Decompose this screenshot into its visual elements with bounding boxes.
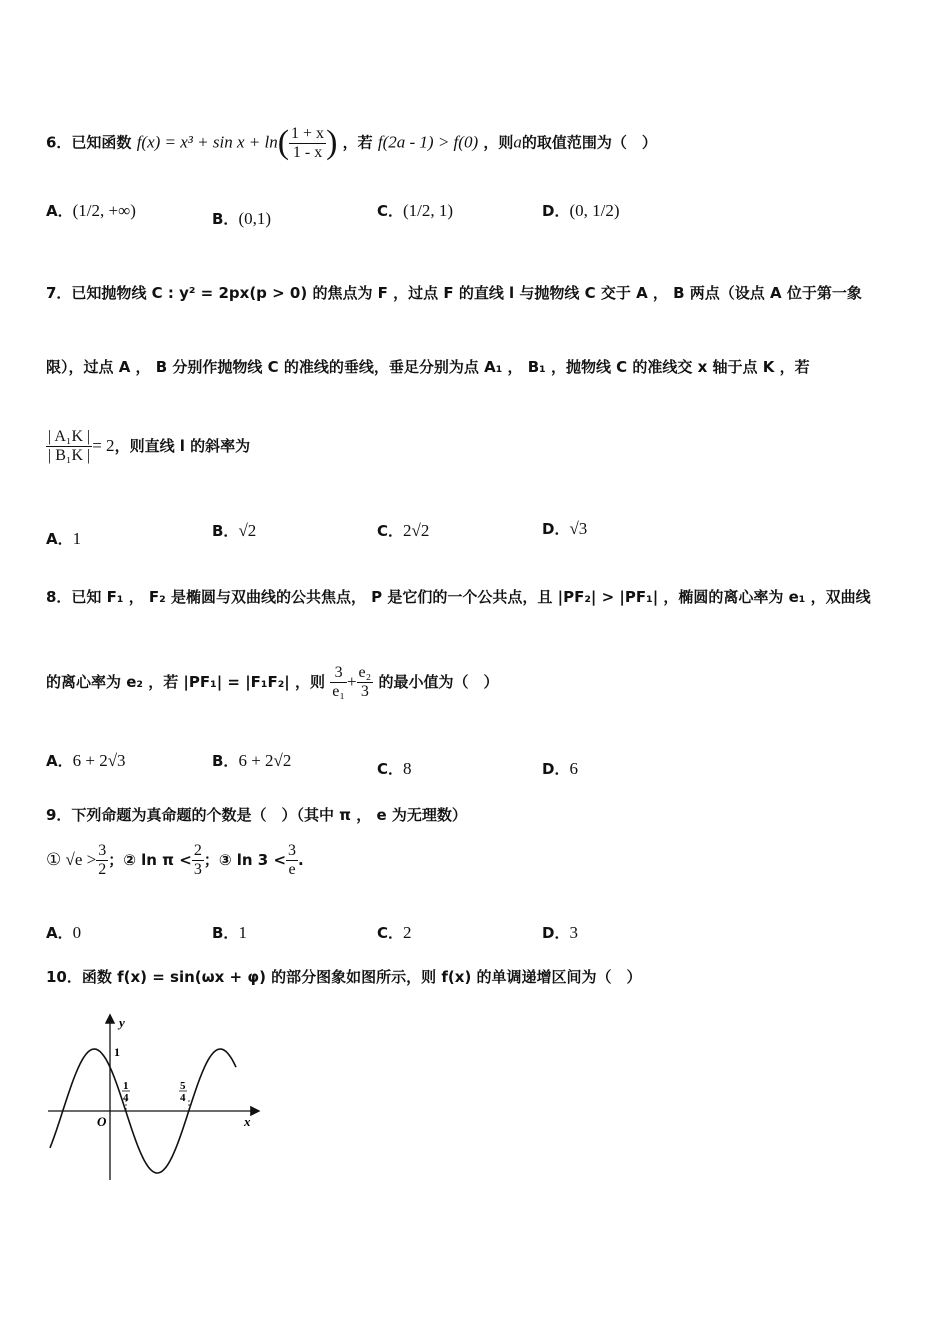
q7-option-b[interactable]: B．√2: [212, 521, 257, 540]
q8-option-d[interactable]: D．6: [542, 759, 578, 778]
svg-text:4: 4: [180, 1092, 186, 1104]
q9-option-a[interactable]: A．0: [46, 923, 82, 942]
svg-text:1: 1: [123, 1080, 129, 1092]
q7-ratio: $\frac{\text{| A₁K |}}{\text{| B₁K |}}$: [48, 428, 91, 464]
question-9-line-1: 9．下列命题为真命题的个数是（ ）（其中 π ， e 为无理数）: [46, 806, 467, 824]
q8-option-c[interactable]: C．8: [377, 759, 412, 778]
q6-number: 6．已知函数: [46, 133, 132, 152]
question-7-line-3: $\frac{\text{| A₁K |}}{\text{| B₁K |}}$ = 2，则直线 l 的斜率为: [48, 428, 251, 464]
question-8-line-1: 8．已知 F₁ ， F₂ 是椭圆与双曲线的公共焦点， P 是它们的一个公共点，且 |PF₂| > |PF₁| ，椭圆的离心率为 e₁ ，双曲线: [46, 588, 871, 606]
y-one-label: 1: [114, 1045, 120, 1059]
question-8-line-2: 的离心率为 e₂ ，若 |PF₁| = |F₁F₂| ，则 $\frac{3}{\text{e₁}}$ + $\frac{\text{e₂}}{3}$ 的最小值为（ ）: [46, 664, 499, 700]
svg-text:4: 4: [123, 1092, 129, 1104]
q9-option-d[interactable]: D．3: [542, 923, 578, 942]
q6-option-d[interactable]: D．(0, 1/2): [542, 201, 620, 220]
origin-label: O: [97, 1114, 107, 1129]
q8-option-a[interactable]: A．6 + 2√3: [46, 751, 126, 770]
q6-option-b[interactable]: B．(0,1): [212, 209, 272, 228]
q7-option-c[interactable]: C．2√2: [377, 521, 430, 540]
question-6: 6．已知函数 f(x) = x³ + sin x + ln( $\frac{1 + x}{1 - x}$ ) ，若 f(2a - 1) > f(0) ，则a的取值范围为（ ）: [46, 124, 657, 161]
q7-option-d[interactable]: D．√3: [542, 519, 588, 538]
q6-function: f(x) = x³ + sin x + ln: [136, 132, 278, 152]
y-axis-label: y: [119, 1015, 125, 1030]
x-axis-label: x: [244, 1114, 251, 1129]
q6-condition: f(2a - 1) > f(0): [377, 132, 479, 152]
svg-text:5: 5: [180, 1080, 186, 1092]
q9-option-c[interactable]: C．2: [377, 923, 412, 942]
q6-option-c[interactable]: C．(1/2, 1): [377, 201, 454, 220]
q6-fraction: $\frac{1 + x}{1 - x}$: [291, 124, 325, 161]
sine-graph: [40, 1010, 270, 1185]
question-10-line-1: 10．函数 f(x) = sin(ωx + φ) 的部分图象如图所示，则 f(x) 的单调递增区间为（ ）: [46, 968, 642, 986]
q7-option-a[interactable]: A．1: [46, 529, 82, 548]
question-9-statements: ① √e > $\frac{3}{2}$ ；② ln π < $\frac{2}{3}$ ；③ ln 3 < $\frac{3}{e}$ .: [46, 842, 304, 878]
q8-option-b[interactable]: B．6 + 2√2: [212, 751, 292, 770]
question-7-line-2: 限），过点 A ， B 分别作抛物线 C 的准线的垂线，垂足分别为点 A₁ ， B₁ ，抛物线 C 的准线交 x 轴于点 K ，若: [46, 358, 810, 376]
q9-option-b[interactable]: B．1: [212, 923, 247, 942]
question-7-line-1: 7．已知抛物线 C : y² = 2px(p > 0) 的焦点为 F ，过点 F 的直线 l 与抛物线 C 交于 A ， B 两点（设点 A 位于第一象: [46, 284, 862, 302]
q6-option-a[interactable]: A．(1/2, +∞): [46, 201, 136, 220]
